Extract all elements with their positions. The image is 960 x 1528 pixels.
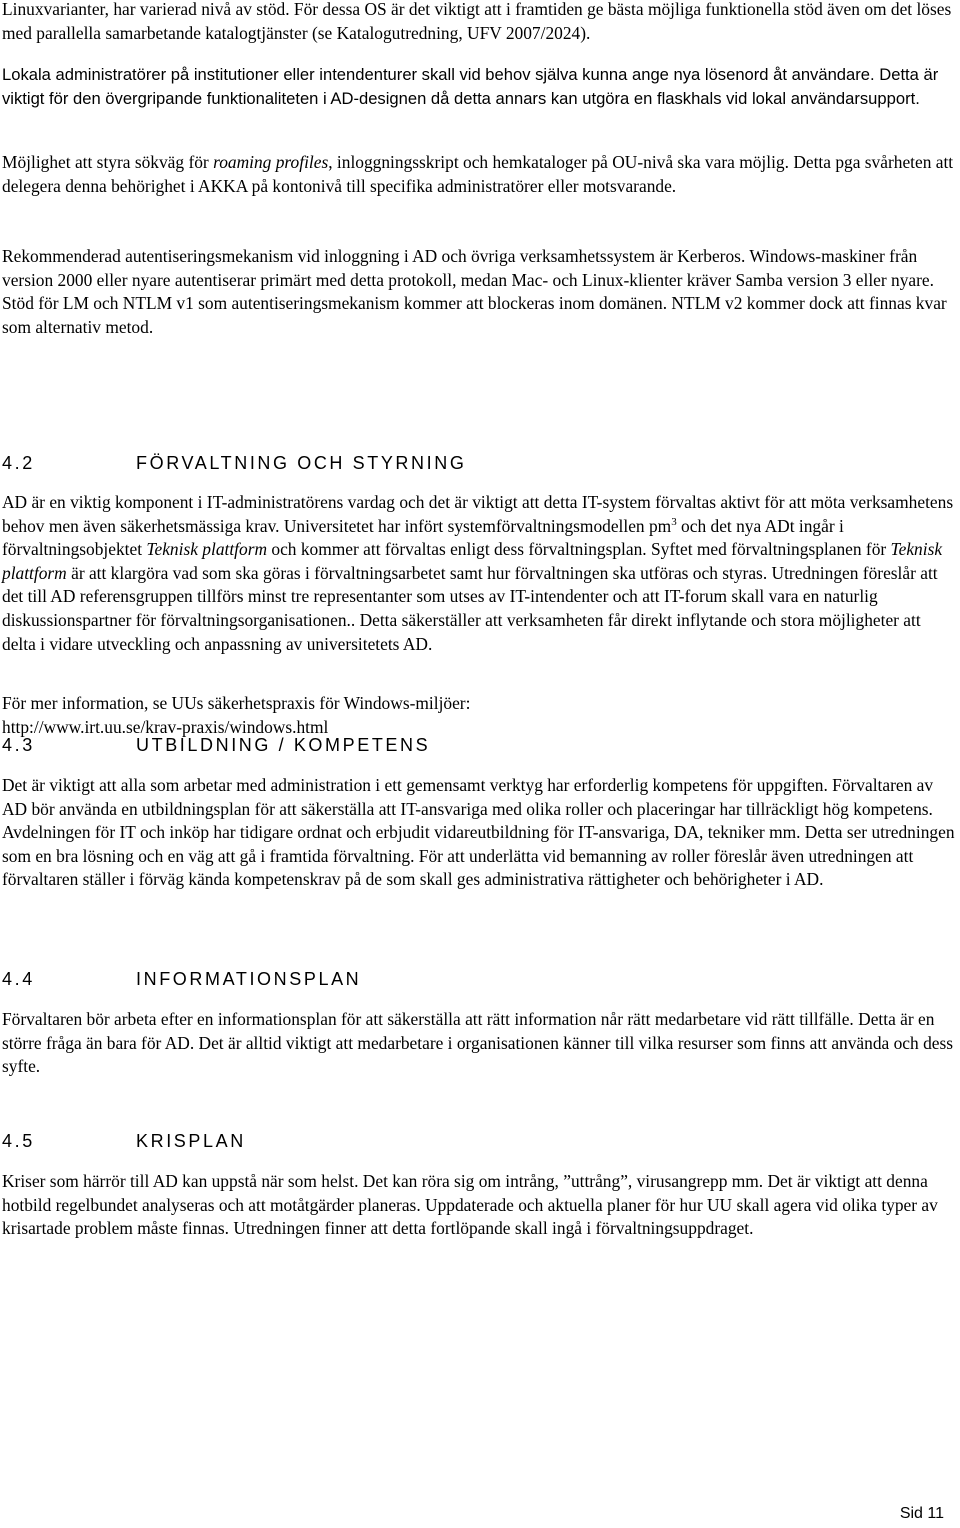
paragraph-more-info: [2, 692, 956, 739]
forvaltning-text-1: AD är en viktig komponent i IT-administratörens vardag och det är viktigt att detta IT-system förvaltas aktivt för att möta verksamhetens behov men även säkerhetsmässiga krav. Universitetet har infört systemförvaltningsmodellen pm: [2, 492, 954, 536]
section-title: UTBILDNING / KOMPETENS: [136, 735, 431, 755]
paragraph-informationsplan: Förvaltaren bör arbeta efter en informationsplan för att säkerställa att rätt information når rätt medarbetare vid rätt tillfälle. Detta är en större fråga än bara för AD. Det är alltid viktigt att medarbetare i organisationen känner till vilka resurser som finns att använda och dess syfte.: [2, 1009, 954, 1077]
section-title: INFORMATIONSPLAN: [136, 969, 362, 989]
forvaltning-text-3: och kommer att förvaltas enligt dess förvaltningsplan. Syftet med förvaltningsplanen för: [267, 539, 891, 560]
section-title: KRISPLAN: [136, 1131, 246, 1151]
paragraph-krisplan: Kriser som härrör till AD kan uppstå när som helst. Det kan röra sig om intrång, ”uttrång”, virusangrepp mm. Det är viktigt att denna hotbild regelbundet analyseras och att motåtgärder planeras. Uppdaterade och aktuella planer för hur UU skall agera vid olika typer av krisartade problem måste finnas. Utredningen finner att detta fortlöpande skall ingå i förvaltningsuppdraget.: [2, 1171, 938, 1239]
section-title: FÖRVALTNING OCH STYRNING: [136, 453, 467, 473]
forvaltning-text-4: är att klargöra vad som ska göras i förvaltningsarbetet samt hur förvaltningen ska utföras och styras. Utredningen föreslår att det till AD referensgruppen tillförs minst tre representanter som utses av IT-intendenter och att IT-forum skall vara en naturlig diskussionspartner för förvaltningsorganisationen.. Detta säkerställer att verksamheten får direkt inflytande och stora möjligheter att delta i vidare utveckling och anpassning av universitetets AD.: [2, 562, 938, 654]
teknisk-plattform-term: Teknisk plattform: [146, 539, 268, 560]
teknisk-plattform-term-2: Teknisk plattform: [2, 539, 943, 583]
section-number: 4.5: [2, 1131, 35, 1151]
windows-praxis-url: http://www.irt.uu.se/krav-praxis/windows.html: [2, 716, 329, 737]
paragraph-utbildning: Det är viktigt att alla som arbetar med administration i ett gemensamt verktyg har erforderlig kompetens för uppgiften. Förvaltaren av AD bör använda en utbildningsplan för att säkerställa att IT-ansvariga med olika roller och placeringar har tillräckligt hög kompetens. Avdelningen för IT och inköp har tidigare ordnat och erbjudit vidareutbildning för IT-ansvariga, DA, tekniker mm. Detta ser utredningen som en bra lösning och en väg att gå i framtida förvaltning. För att underlätta vid bemanning av roller föreslår även utredningen att förvaltaren ställer i förväg kända kompetenskrav på de som skall ges administrativa rättigheter och behörigheter i AD.: [2, 775, 955, 890]
paragraph-forvaltning: [2, 491, 956, 656]
forvaltning-text-2: och det nya ADt ingår i förvaltningsobjektet: [2, 515, 844, 560]
footnote-marker: 3: [671, 515, 677, 528]
roaming-profiles-term: roaming profiles: [213, 152, 329, 172]
paragraph-kerberos: Rekommenderad autentiseringsmekanism vid inloggning i AD och övriga verksamhetssystem är Kerberos. Windows-maskiner från version 2000 eller nyare autentiserar primärt med detta protokoll, medan Mac- och Linux-klienter kräver Samba version 3 eller nyare. Stöd för LM och NTLM v1 som autentiseringsmekanism kommer att blockeras inom domänen. NTLM v2 kommer dock att finnas kvar som alternativ metod.: [2, 246, 947, 337]
more-info-text: För mer information, se UUs säkerhetspraxis för Windows-miljöer:: [2, 693, 471, 713]
roaming-text-before: Möjlighet att styra sökväg för: [2, 152, 214, 172]
page-number: Sid 11: [899, 1505, 944, 1522]
section-number: 4.2: [2, 453, 35, 473]
section-number: 4.4: [2, 969, 35, 989]
section-number: 4.3: [2, 735, 35, 755]
paragraph-roaming-profiles: [2, 151, 956, 198]
paragraph-local-admins: Lokala administratörer på institutioner eller intendenturer skall vid behov själva kunna ange nya lösenord åt användare. Detta är viktigt för den övergripande funktionaliteten i AD-designen då detta annars kan utgöra en flaskhals vid lokal användarsupport.: [2, 65, 939, 108]
roaming-text-after: , inloggningsskript och hemkataloger på OU-nivå ska vara möjlig. Detta pga svårheten att delegera denna behörighet i AKKA på kontonivå till specifika administratörer eller motsvarande.: [2, 152, 954, 196]
paragraph-linux-support: Linuxvarianter, har varierad nivå av stöd. För dessa OS är det viktigt att i framtiden ge bästa möjliga funktionella stöd även om det löses med parallella samarbetande katalogtjänster (se Katalogutredning, UFV 2007/2024).: [2, 0, 952, 43]
